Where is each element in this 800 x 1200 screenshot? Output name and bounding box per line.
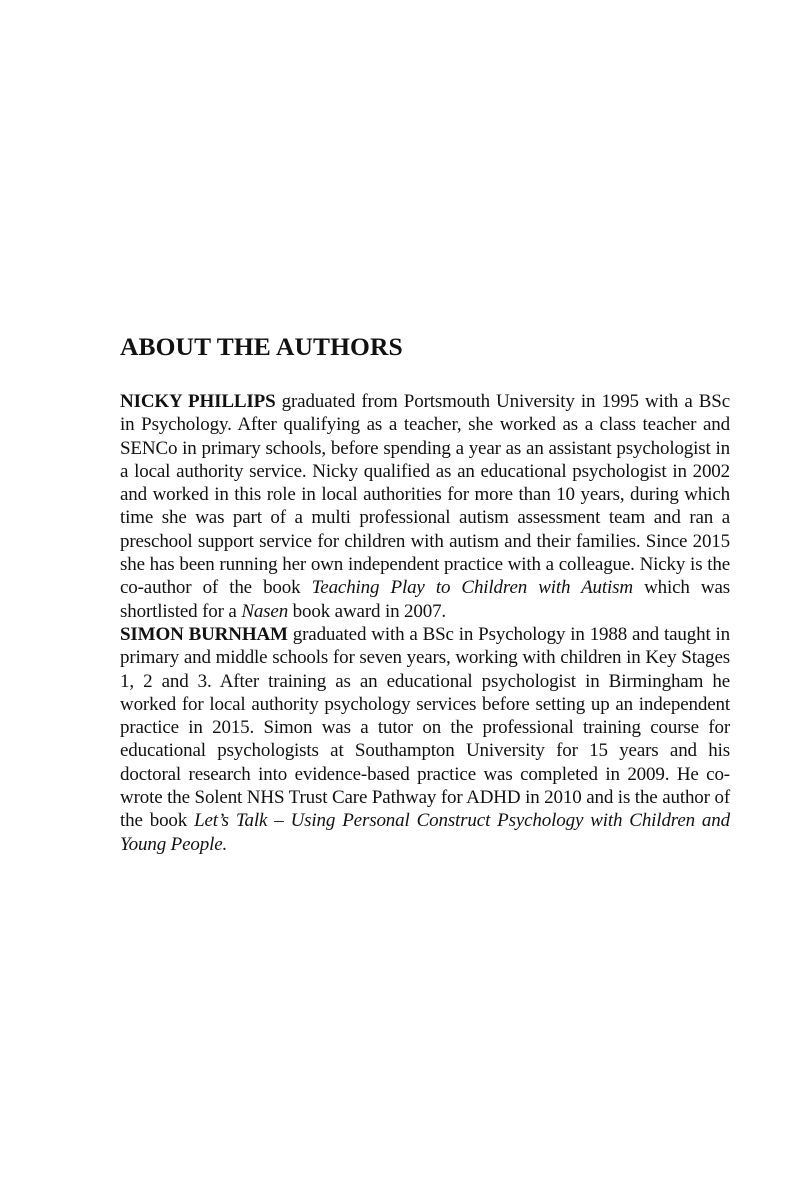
award-name: Nasen: [241, 600, 289, 622]
author-name: NICKY PHILLIPS: [120, 391, 276, 412]
page-content: [120, 332, 730, 856]
bio-text: graduated with a BSc in Psychology in 1988 and taught in primary and middle schools for seven years, working with children in Key Stages 1, 2 and 3. After training as an educational psychologist in Birmingham he worked for local authority psychology services before setting up an independent practice in 2015. Simon was a tutor on the professional training course for educational psychologists at Southampton University for 15 years and his doctoral research into evidence-based practice was completed in 2009. He co-wrote the Solent NHS Trust Care Pathway for ADHD in 2010 and is the author of the book: [120, 623, 730, 832]
author-bio-nicky-phillips: [120, 390, 730, 623]
page-title: ABOUT THE AUTHORS: [120, 332, 403, 361]
author-bio-simon-burnham: [120, 623, 730, 856]
bio-text: which was shortlisted for a: [120, 577, 730, 622]
bio-text: graduated from Portsmouth University in 1995 with a BSc in Psychology. After qualifying as a teacher, she worked as a class teacher and SENCo in primary schools, before spending a year as an assistant psychologist in a local authority service. Nicky qualified as an educational psychologist in 2002 and worked in this role in local authorities for more than 10 years, during which time she was part of a multi professional autism assessment team and ran a preschool support service for children with autism and their families. Since 2015 she has been running her own independent practice with a colleague. Nicky is the co-author of the book: [120, 391, 730, 599]
bio-text: book award in 2007.: [288, 600, 447, 622]
book-title: Let’s Talk – Using Personal Construct Psychology with Children and Young People.: [120, 810, 730, 855]
author-name: SIMON BURNHAM: [120, 623, 288, 645]
book-title: Teaching Play to Children with Autism: [311, 577, 633, 599]
